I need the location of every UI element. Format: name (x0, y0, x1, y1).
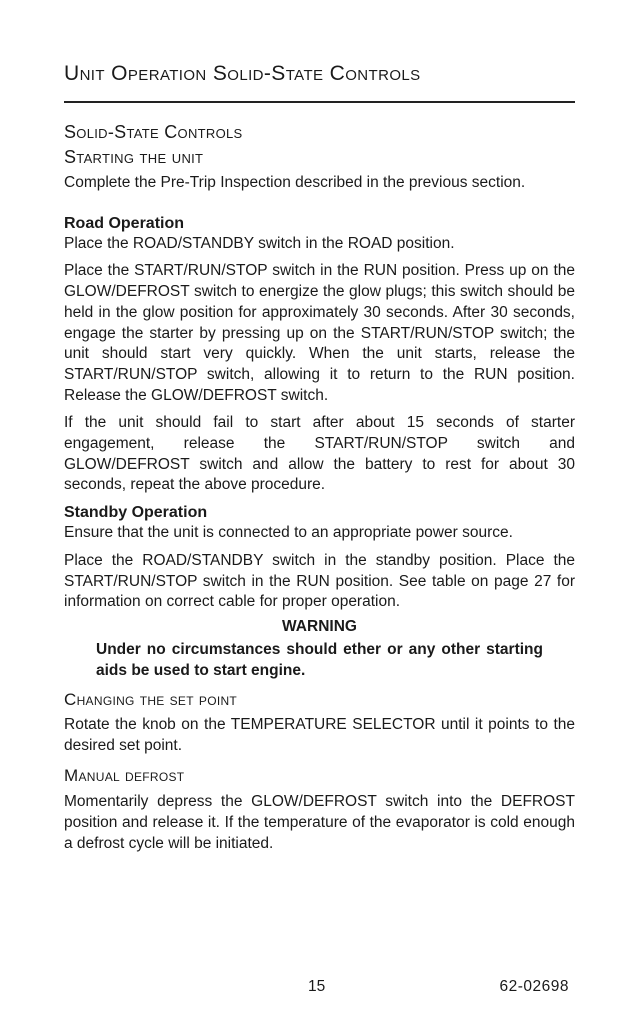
road-operation-p2: Place the START/RUN/STOP switch in the RUN position. Press up on the GLOW/DEFROST switch to energize the glow plugs; this switch should be held in the glow position for approximately 30 seconds. After 30 seconds, engage the starter by pressing up on the START/RUN/STOP switch; the unit should start very quickly. When the unit starts, release the START/RUN/STOP switch, allowing it to return to the RUN position. Release the GLOW/DEFROST switch. (64, 262, 575, 404)
road-operation-p3: If the unit should fail to start after about 15 seconds of starter engagement, release the START/RUN/STOP switch and GLOW/DEFROST switch and allow the battery to rest for about 30 seconds, repeat the above procedure. (64, 414, 575, 494)
section-title: Solid-State Controls (64, 122, 243, 142)
title-divider (64, 101, 575, 103)
page-number: 15 (308, 978, 326, 995)
document-number: 62-02698 (499, 978, 569, 995)
road-operation-p1: Place the ROAD/STANDBY switch in the ROAD position. (64, 234, 455, 252)
warning-box (64, 617, 575, 682)
starting-intro: Complete the Pre-Trip Inspection described in the previous section. (64, 174, 526, 191)
manual-defrost-heading: Manual defrost (64, 766, 185, 786)
warning-title: WARNING (282, 617, 357, 635)
warning-body: Under no circumstances should ether or any other starting aids be used to start engine. (96, 640, 543, 680)
starting-heading: Starting the unit (64, 147, 204, 167)
road-operation-heading: Road Operation (64, 214, 185, 232)
manual-page (64, 0, 575, 1021)
manual-defrost-p1: Momentarily depress the GLOW/DEFROST switch into the DEFROST position and release it. If the temperature of the evaporator is cold enough a defrost cycle will be initiated. (64, 793, 575, 852)
standby-operation-heading: Standby Operation (64, 504, 208, 522)
page-content (64, 120, 575, 854)
standby-operation-p1: Ensure that the unit is connected to an appropriate power source. (64, 524, 513, 542)
page-title: Unit Operation Solid-State Controls (64, 62, 421, 85)
changing-set-point-heading: Changing the set point (64, 689, 238, 709)
changing-set-point-p1: Rotate the knob on the TEMPERATURE SELECTOR until it points to the desired set point. (64, 715, 575, 754)
standby-operation-p2: Place the ROAD/STANDBY switch in the standby position. Place the START/RUN/STOP switch in the RUN position. See table on page 27 for information on correct cable for proper operation. (64, 551, 575, 611)
